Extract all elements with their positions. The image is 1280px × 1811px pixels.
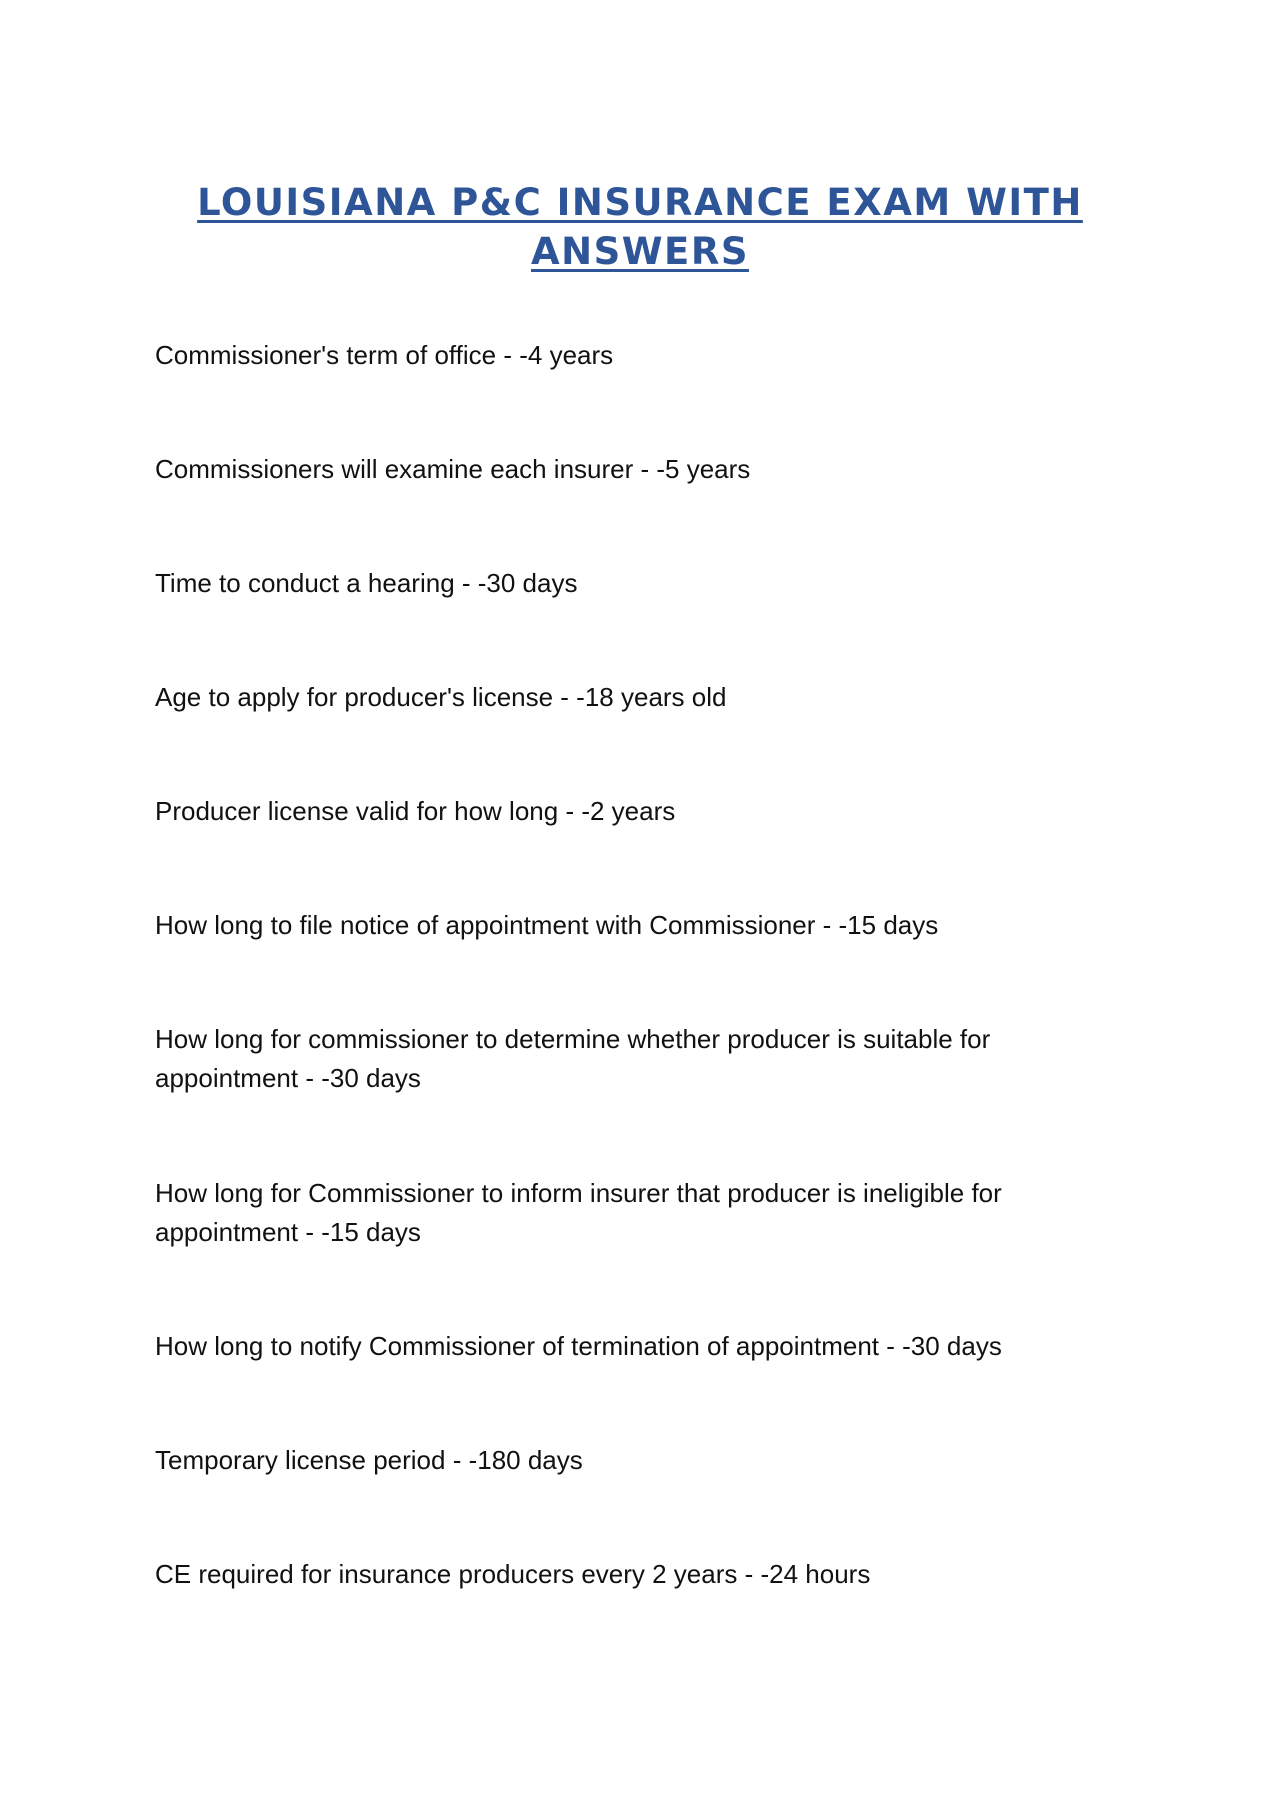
qa-item-6: How long to file notice of appointment with Commissioner - -15 days (155, 910, 939, 940)
qa-item-5: Producer license valid for how long - -2 years (155, 796, 676, 826)
qa-item-9: How long to notify Commissioner of termination of appointment - -30 days (155, 1331, 1002, 1361)
page-title: LOUISIANA P&C INSURANCE EXAM WITH ANSWERS (197, 181, 1083, 273)
qa-item-3: Time to conduct a hearing - -30 days (155, 568, 578, 598)
qa-item-7: How long for commissioner to determine whether producer is suitable for appointment - -30 days (155, 1024, 991, 1093)
qa-item-11: CE required for insurance producers every 2 years - -24 hours (155, 1559, 871, 1589)
qa-item-10: Temporary license period - -180 days (155, 1445, 583, 1475)
qa-item-8: How long for Commissioner to inform insurer that producer is ineligible for appointment - -15 days (155, 1178, 1002, 1247)
qa-item-2: Commissioners will examine each insurer - -5 years (155, 454, 751, 484)
qa-item-4: Age to apply for producer's license - -18 years old (155, 682, 727, 712)
qa-item-1: Commissioner's term of office - -4 years (155, 340, 614, 370)
